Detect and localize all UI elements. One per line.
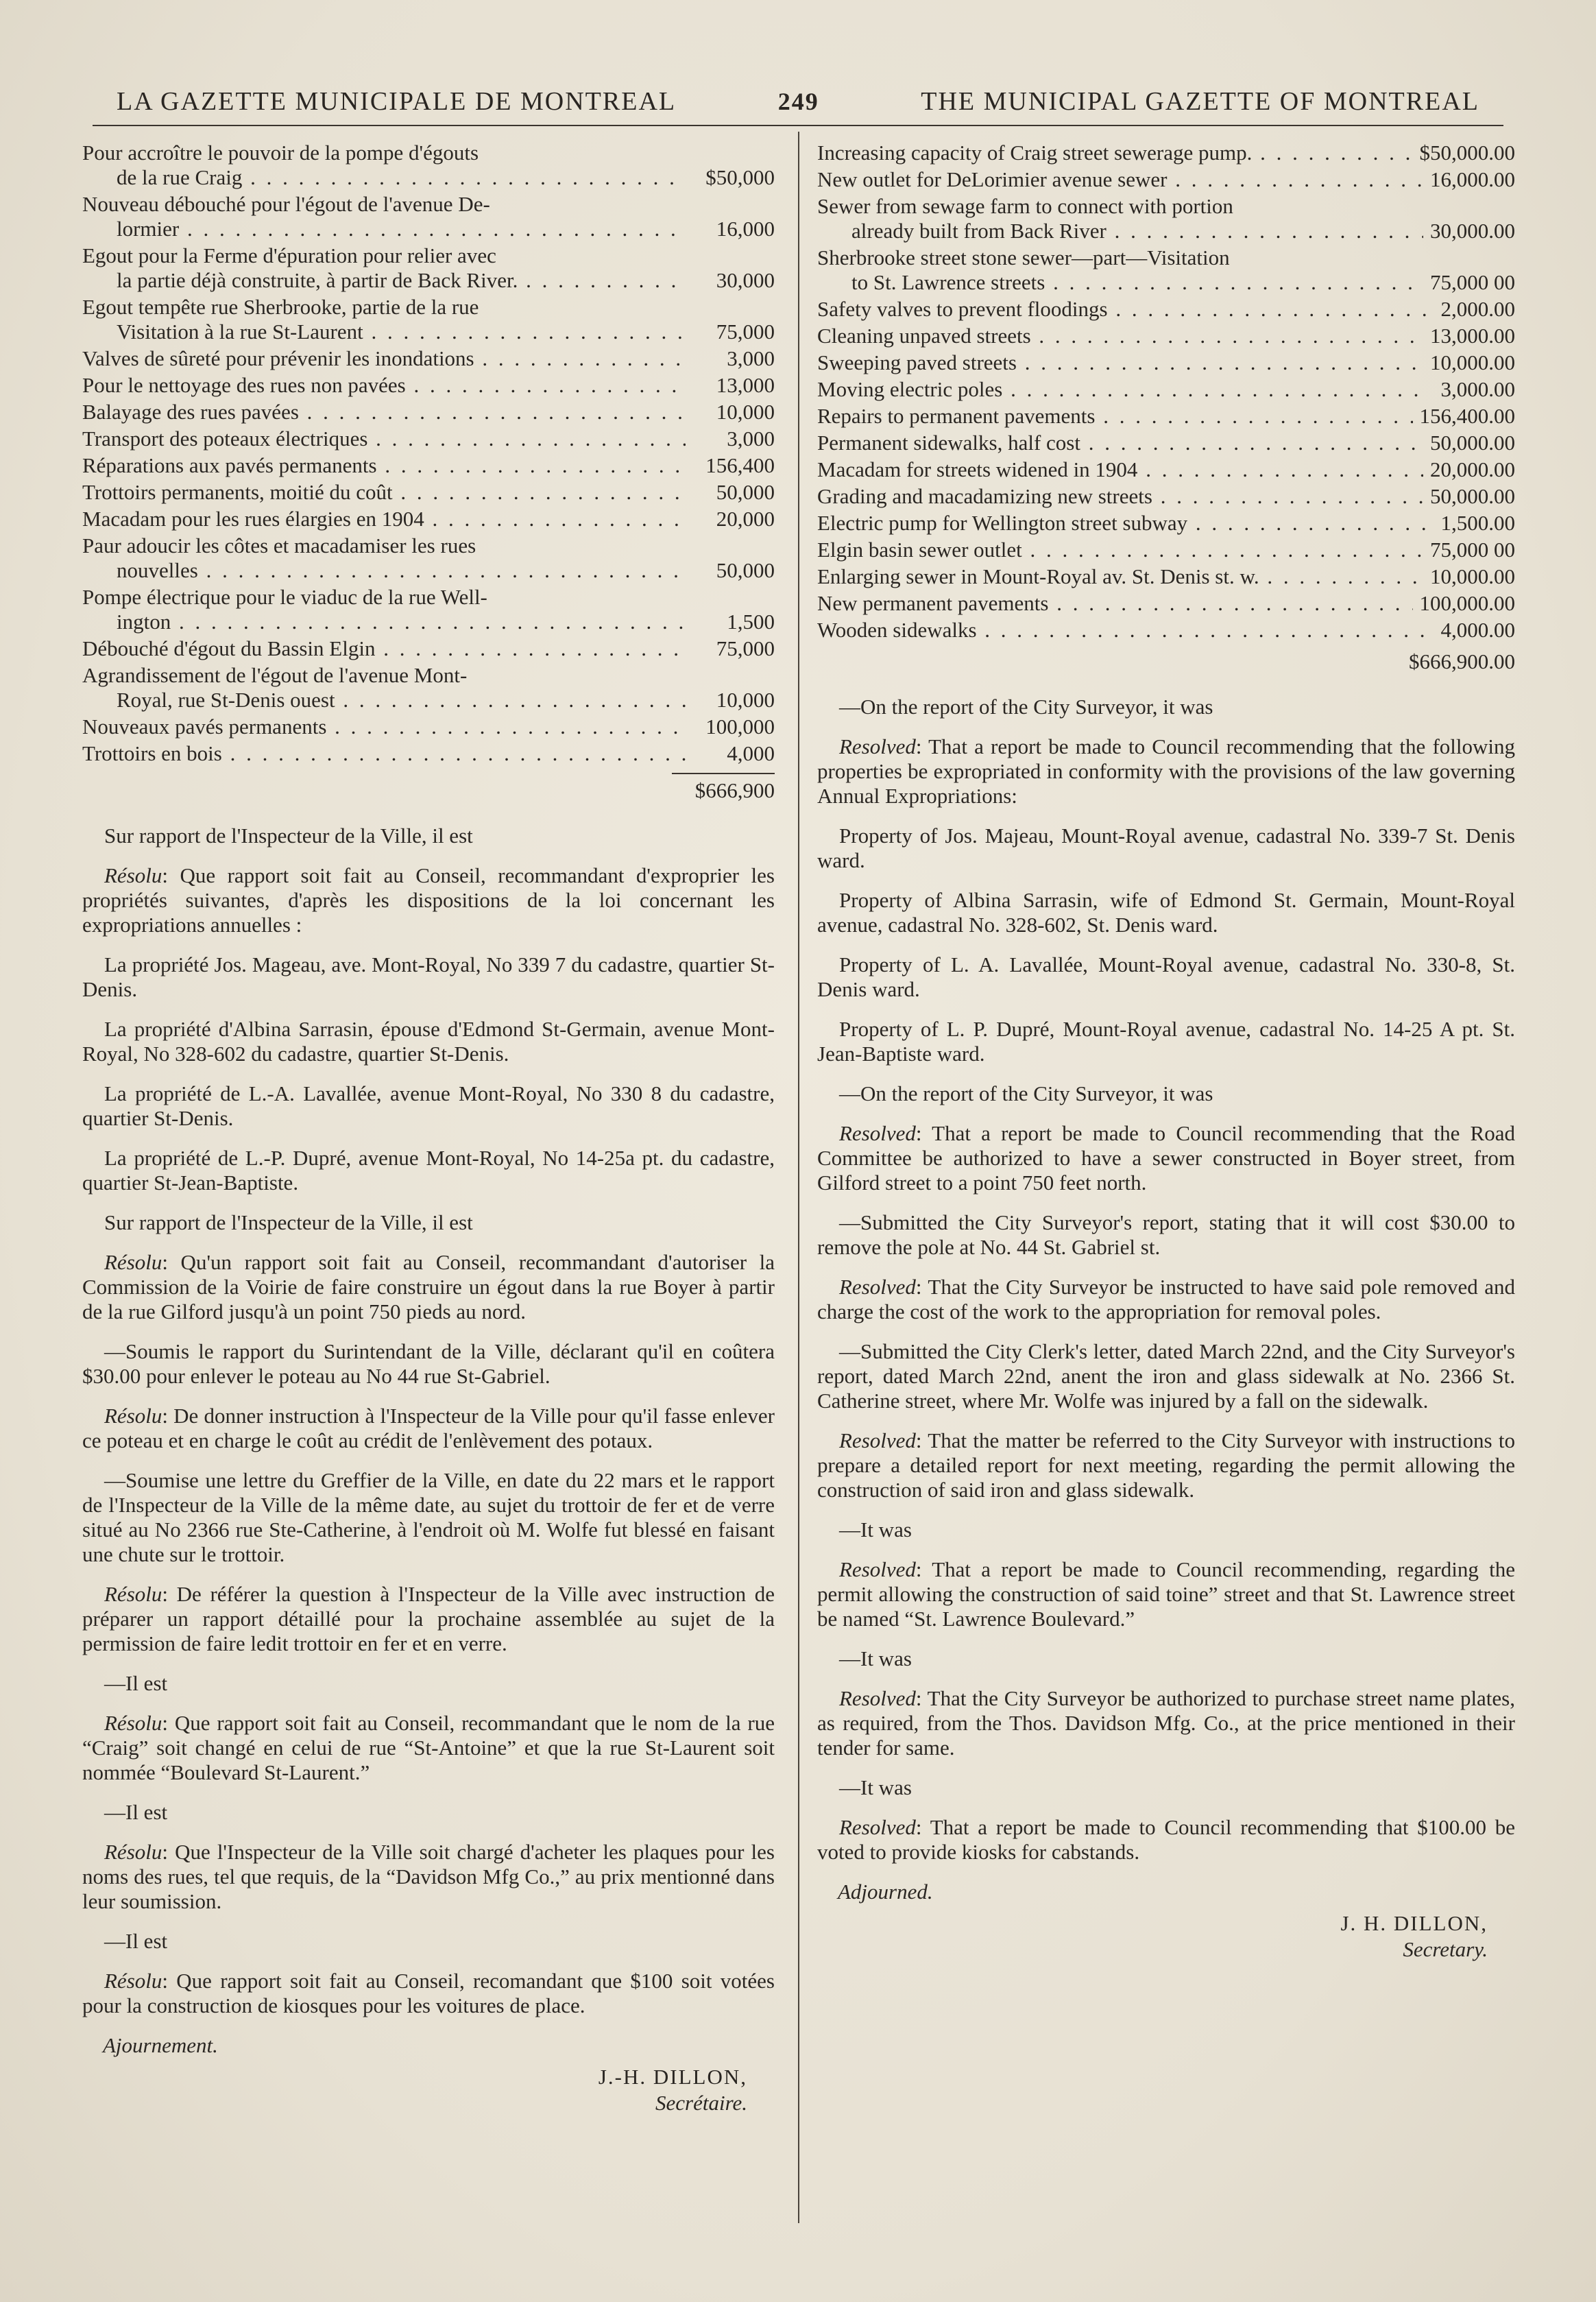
appropriation-item: [817, 511, 1515, 536]
item-label: Elgin basin sewer outlet . . .: [817, 538, 1423, 562]
appropriation-item: [817, 564, 1515, 589]
paragraph-text: : Que l'Inspecteur de la Ville soit chargé d'acheter les plaques pour les noms des rues, tel que requis, de la “Davidson Mfg Co.,” au prix mentionné dans leur soumission.: [82, 1840, 775, 1913]
paragraph: —Soumise une lettre du Greffier de la Ville, en date du 22 mars et le rapport de l'Inspecteur de la Ville de la même date, au sujet du trottoir de fer et de verre situé au No 2366 rue Ste-Catherine, à l'endroit où M. Wolfe fut blessé en faisant une chute sur le trottoir.: [82, 1468, 775, 1566]
paragraph-text: : De donner instruction à l'Inspecteur de la Ville pour qu'il fasse enlever ce poteau et en charge le coût au crédit de l'enlèvement des potaux.: [82, 1404, 775, 1452]
item-amount: 16,000.00: [1430, 167, 1515, 191]
item-amount: 156,400.00: [1419, 404, 1515, 428]
paragraph-text: : That the City Surveyor be authorized to purchase street name plates, as required, from the Thos. Davidson Mfg. Co., at the price mentioned in their tender for same.: [817, 1686, 1515, 1760]
item-amount: 75,000 00: [1430, 270, 1515, 294]
appropriation-item: [82, 715, 775, 739]
paragraph: [82, 1711, 775, 1785]
item-amount: 10,000: [716, 400, 775, 424]
appropriation-item: [82, 741, 775, 766]
item-label: Moving electric poles . . .: [817, 377, 1426, 402]
appropriation-item: [82, 507, 775, 531]
item-amount: 1,500: [727, 610, 775, 634]
paragraph: [817, 1686, 1515, 1760]
item-label: Electric pump for Wellington street subway . . .: [817, 511, 1426, 536]
item-label: Increasing capacity of Craig street sewerage pump. . . .: [817, 141, 1413, 165]
page-header: [117, 81, 1479, 122]
item-row: [817, 141, 1515, 165]
item-label: Sweeping paved streets . . .: [817, 350, 1423, 375]
item-row: [82, 715, 775, 739]
paragraph: [82, 1404, 775, 1453]
item-amount: 16,000: [716, 217, 775, 241]
appropriation-item: [82, 427, 775, 451]
item-row: [817, 219, 1515, 243]
item-label: nouvelles . . .: [117, 558, 686, 583]
paragraph: —It was: [839, 1518, 912, 1542]
item-row: [82, 373, 775, 398]
appropriation-item: [82, 585, 775, 634]
adjournment: Ajournement.: [103, 2033, 218, 2057]
paragraph-text: : That the City Surveyor be instructed to have said pole removed and charge the cost of the work to the appropriation for removal poles.: [817, 1275, 1515, 1323]
item-label: Balayage des rues pavées . . .: [82, 400, 686, 424]
resolution-label: Resolved: [839, 1557, 916, 1581]
paragraph: Property of Albina Sarrasin, wife of Edmond St. Germain, Mount-Royal avenue, cadastral No. 328-602, St. Denis ward.: [817, 888, 1515, 937]
item-amount: 50,000: [716, 558, 775, 582]
item-label: Trottoirs permanents, moitié du coût . . .: [82, 480, 686, 505]
item-label: lormier . . .: [117, 217, 686, 241]
item-amount: 75,000 00: [1430, 538, 1515, 562]
item-row: [817, 324, 1515, 348]
item-label: Nouveaux pavés permanents . . .: [82, 715, 686, 739]
item-label: de la rue Craig . . .: [117, 165, 686, 190]
column-divider: [798, 132, 799, 2223]
appropriation-item: [817, 591, 1515, 616]
signature-block: [82, 2065, 775, 2115]
page-number: 249: [777, 88, 819, 115]
item-label: Pour le nettoyage des rues non pavées . . .: [82, 373, 686, 398]
item-amount: 50,000.00: [1430, 431, 1515, 455]
item-amount: 4,000.00: [1440, 618, 1515, 642]
item-row: [82, 610, 775, 634]
item-amount: 20,000.00: [1430, 457, 1515, 481]
resolution-label: Résolu: [104, 1582, 162, 1606]
item-amount: 100,000.00: [1419, 591, 1515, 615]
item-row: [82, 453, 775, 478]
item-row: [817, 564, 1515, 589]
appropriation-item: [817, 404, 1515, 429]
item-label: Cleaning unpaved streets . . .: [817, 324, 1423, 348]
item-amount: 30,000.00: [1430, 219, 1515, 243]
item-label: Wooden sidewalks . . .: [817, 618, 1426, 643]
paragraph-text: : That the matter be referred to the City Surveyor with instructions to prepare a detailed report for next meeting, regarding the permit allowing the construction of said iron and glass sidewalk.: [817, 1428, 1515, 1502]
item-amount: 13,000.00: [1430, 324, 1515, 348]
paragraph: [82, 863, 775, 937]
item-amount: 50,000.00: [1430, 484, 1515, 508]
item-label-line: Pour accroître le pouvoir de la pompe d'égouts: [82, 141, 479, 165]
item-amount: 10,000.00: [1430, 350, 1515, 374]
paragraph: [817, 1815, 1515, 1865]
item-amount: 3,000: [727, 427, 775, 451]
item-row: [817, 618, 1515, 643]
paragraph: [817, 1557, 1515, 1631]
item-label: Valves de sûreté pour prévenir les inondations . . .: [82, 346, 686, 371]
item-amount: 156,400: [705, 453, 775, 477]
paragraph: Property of Jos. Majeau, Mount-Royal avenue, cadastral No. 339-7 St. Denis ward.: [817, 824, 1515, 872]
appropriation-item: [82, 400, 775, 424]
english-appropriation-list: [817, 141, 1515, 643]
item-row: [82, 268, 775, 293]
paragraph: —On the report of the City Surveyor, it was: [839, 1081, 1213, 1105]
item-row: [817, 167, 1515, 192]
resolution-label: Résolu: [104, 1711, 162, 1735]
paragraph: —It was: [839, 1775, 912, 1799]
item-row: [82, 507, 775, 531]
paragraph-text: : De référer la question à l'Inspecteur de la Ville avec instruction de préparer un rapport détaillé pour la prochaine assemblée au sujet de la permission de faire ledit trottoir en fer et en verre.: [82, 1582, 775, 1655]
header-rule: [93, 125, 1503, 126]
appropriation-item: [817, 431, 1515, 455]
item-row: [817, 591, 1515, 616]
item-label-line: Sewer from sewage farm to connect with portion: [817, 194, 1233, 218]
item-row: [817, 377, 1515, 402]
item-label: Débouché d'égout du Bassin Elgin . . .: [82, 636, 686, 661]
paragraph: —On the report of the City Surveyor, it was: [839, 695, 1213, 719]
item-row: [817, 297, 1515, 322]
item-label-line: Sherbrooke street stone sewer—part—Visitation: [817, 245, 1230, 269]
item-amount: 10,000: [716, 688, 775, 712]
appropriation-item: [82, 243, 775, 293]
paragraph-text: : That a report be made to Council recommending that the following properties be expropriated in conformity with the provisions of the law governing Annual Expropriations:: [817, 734, 1515, 808]
resolution-label: Résolu: [104, 1840, 162, 1864]
paragraph: [82, 1840, 775, 1914]
paragraph: [82, 1969, 775, 2018]
paragraph: [82, 1582, 775, 1656]
item-label: Macadam for streets widened in 1904 . . .: [817, 457, 1423, 482]
item-amount: 10,000.00: [1430, 564, 1515, 588]
signatory-name: J.-H. DILLON,: [598, 2065, 747, 2089]
item-row: [817, 457, 1515, 482]
paragraph: [817, 1121, 1515, 1195]
paragraph-text: : Qu'un rapport soit fait au Conseil, recommandant d'autoriser la Commission de la Voirie de faire construire un égout dans la rue Boyer à partir de la rue Gilford jusqu'à un point 750 pieds au nord.: [82, 1250, 775, 1323]
paragraph: La propriété d'Albina Sarrasin, épouse d'Edmond St-Germain, avenue Mont-Royal, No 328-602 du cadastre, quartier St-Denis.: [82, 1017, 775, 1066]
item-amount: 100,000: [705, 715, 775, 739]
item-amount: 3,000.00: [1440, 377, 1515, 401]
item-label: Trottoirs en bois . . .: [82, 741, 686, 766]
paragraph: La propriété de L.-A. Lavallée, avenue Mont-Royal, No 330 8 du cadastre, quartier St-Denis.: [82, 1081, 775, 1130]
item-amount: 50,000: [716, 480, 775, 504]
item-row: [817, 511, 1515, 536]
paragraph: Sur rapport de l'Inspecteur de la Ville, il est: [104, 1210, 473, 1234]
appropriation-item: [817, 618, 1515, 643]
paragraph: Property of L. A. Lavallée, Mount-Royal avenue, cadastral No. 330-8, St. Denis ward.: [817, 952, 1515, 1001]
item-row: [817, 404, 1515, 429]
resolution-label: Resolved: [839, 1121, 916, 1145]
resolution-label: Resolved: [839, 1815, 916, 1839]
item-row: [817, 431, 1515, 455]
item-row: [82, 741, 775, 766]
appropriation-item: [82, 346, 775, 371]
resolution-label: Resolved: [839, 734, 916, 758]
item-amount: 30,000: [716, 268, 775, 292]
appropriation-item: [817, 484, 1515, 509]
item-label: ington . . .: [117, 610, 686, 634]
signatory-title: Secretary.: [1403, 1937, 1488, 1961]
item-row: [82, 427, 775, 451]
item-label: Visitation à la rue St-Laurent . . .: [117, 320, 686, 344]
appropriation-item: [817, 377, 1515, 402]
paragraph-text: : That a report be made to Council recommending, regarding the permit allowing the construction of said toine” street and that St. Lawrence street be named “St. Lawrence Boulevard.”: [817, 1557, 1515, 1631]
paragraph: [817, 1428, 1515, 1502]
paragraph-text: : Que rapport soit fait au Conseil, recommandant d'exproprier les propriétés suivantes, d'après les dispositions de la loi concernant les expropriations annuelles :: [82, 863, 775, 937]
resolution-label: Resolved: [839, 1428, 916, 1452]
paragraph: La propriété de L.-P. Dupré, avenue Mont-Royal, No 14-25a pt. du cadastre, quartier St-Jean-Baptiste.: [82, 1146, 775, 1195]
paragraph: Property of L. P. Dupré, Mount-Royal avenue, cadastral No. 14-25 A pt. St. Jean-Baptiste ward.: [817, 1017, 1515, 1066]
item-row: [82, 480, 775, 505]
appropriation-item: [817, 324, 1515, 348]
appropriation-item: [82, 663, 775, 712]
paragraph: —Submitted the City Clerk's letter, dated March 22nd, and the City Surveyor's report, dated March 22nd, anent the iron and glass sidewalk at No. 2366 St. Catherine street, where Mr. Wolfe was injured by a fall on the sidewalk.: [817, 1339, 1515, 1413]
item-label: Safety valves to prevent floodings . . .: [817, 297, 1426, 322]
item-amount: 75,000: [716, 320, 775, 344]
adjournment: Adjourned.: [838, 1880, 933, 1904]
appropriation-item: [817, 194, 1515, 243]
item-row: [82, 320, 775, 344]
item-row: [82, 400, 775, 424]
item-row: [817, 270, 1515, 295]
paragraph-text: : Que rapport soit fait au Conseil, recommandant que le nom de la rue “Craig” soit changé en celui de rue “St-Antoine” et que la rue St-Laurent soit nommée “Boulevard St-Laurent.”: [82, 1711, 775, 1784]
item-label: Macadam pour les rues élargies en 1904 . . .: [82, 507, 686, 531]
paragraph-text: : That a report be made to Council recommending that $100.00 be voted to provide kiosks for cabstands.: [817, 1815, 1515, 1864]
paragraph: —Il est: [104, 1800, 168, 1824]
resolution-label: Resolved: [839, 1686, 916, 1710]
paragraph: [817, 1275, 1515, 1324]
paragraph-text: : That a report be made to Council recommending that the Road Committee be authorized to have a sewer constructed in Boyer street, from Gilford street to a point 750 feet north.: [817, 1121, 1515, 1195]
paragraph-text: : Que rapport soit fait au Conseil, recomandant que $100 soit votées pour la construction de kiosques pour les voitures de place.: [82, 1969, 775, 2017]
item-label: to St. Lawrence streets . . .: [851, 270, 1423, 295]
item-row: [82, 636, 775, 661]
appropriation-item: [817, 538, 1515, 562]
paragraph: —Il est: [104, 1671, 168, 1695]
paragraph: [82, 1250, 775, 1324]
paragraph: —Submitted the City Surveyor's report, stating that it will cost $30.00 to remove the pole at No. 44 St. Gabriel st.: [817, 1210, 1515, 1259]
item-amount: $50,000.00: [1419, 141, 1515, 165]
header-english-title: THE MUNICIPAL GAZETTE OF MONTREAL: [921, 87, 1479, 116]
resolution-label: Résolu: [104, 1969, 162, 1993]
appropriation-item: [817, 297, 1515, 322]
appropriation-item: [82, 141, 775, 190]
paragraph: —It was: [839, 1646, 912, 1670]
signatory-name: J. H. DILLON,: [1340, 1911, 1488, 1935]
item-label: Réparations aux pavés permanents . . .: [82, 453, 686, 478]
item-amount: 3,000: [727, 346, 775, 370]
item-label: Royal, rue St-Denis ouest . . .: [117, 688, 686, 712]
french-total: $666,900: [694, 778, 775, 802]
paragraph: —Il est: [104, 1929, 168, 1953]
paragraph: —Soumis le rapport du Surintendant de la Ville, déclarant qu'il en coûtera $30.00 pour enlever le poteau au No 44 rue St-Gabriel.: [82, 1339, 775, 1388]
item-row: [82, 688, 775, 712]
item-amount: 2,000.00: [1440, 297, 1515, 321]
item-row: [82, 217, 775, 241]
appropriation-item: [82, 480, 775, 505]
appropriation-item: [82, 373, 775, 398]
appropriation-item: [817, 245, 1515, 295]
french-total-rule: [672, 773, 775, 774]
item-amount: 20,000: [716, 507, 775, 531]
appropriation-item: [817, 141, 1515, 165]
french-appropriation-list: [82, 141, 775, 766]
paragraph: La propriété Jos. Mageau, ave. Mont-Royal, No 339 7 du cadastre, quartier St-Denis.: [82, 952, 775, 1001]
signatory-title: Secrétaire.: [655, 2091, 747, 2115]
item-label: Repairs to permanent pavements . . .: [817, 404, 1413, 429]
resolution-label: Résolu: [104, 863, 162, 887]
appropriation-item: [82, 533, 775, 583]
item-row: [817, 350, 1515, 375]
item-label: la partie déjà construite, à partir de Back River. . . .: [117, 268, 686, 293]
appropriation-item: [817, 457, 1515, 482]
item-row: [817, 484, 1515, 509]
appropriation-item: [817, 167, 1515, 192]
item-row: [82, 165, 775, 190]
english-total: $666,900.00: [1409, 649, 1515, 673]
item-row: [82, 346, 775, 371]
item-label-line: Paur adoucir les côtes et macadamiser les rues: [82, 533, 476, 557]
item-amount: $50,000: [705, 165, 775, 189]
item-label-line: Egout pour la Ferme d'épuration pour relier avec: [82, 243, 496, 267]
header-french-title: LA GAZETTE MUNICIPALE DE MONTREAL: [117, 87, 677, 116]
item-label: Permanent sidewalks, half cost . . .: [817, 431, 1423, 455]
item-label: New permanent pavements . . .: [817, 591, 1413, 616]
appropriation-item: [82, 636, 775, 661]
signature-block: [817, 1911, 1515, 1962]
item-label-line: Nouveau débouché pour l'égout de l'avenue De-: [82, 192, 490, 216]
item-label: Enlarging sewer in Mount-Royal av. St. Denis st. w. . . .: [817, 564, 1423, 589]
item-label: New outlet for DeLorimier avenue sewer . . .: [817, 167, 1423, 192]
french-column: [82, 141, 775, 2115]
appropriation-item: [817, 350, 1515, 375]
item-label-line: Agrandissement de l'égout de l'avenue Mont-: [82, 663, 468, 687]
item-label: Transport des poteaux électriques . . .: [82, 427, 686, 451]
item-amount: 13,000: [716, 373, 775, 397]
item-label: already built from Back River . . .: [851, 219, 1423, 243]
paragraph: [817, 734, 1515, 808]
item-row: [82, 558, 775, 583]
item-label-line: Egout tempête rue Sherbrooke, partie de la rue: [82, 295, 479, 319]
item-label-line: Pompe électrique pour le viaduc de la rue Well-: [82, 585, 487, 609]
item-amount: 75,000: [716, 636, 775, 660]
appropriation-item: [82, 295, 775, 344]
appropriation-item: [82, 192, 775, 241]
item-label: Grading and macadamizing new streets . . .: [817, 484, 1423, 509]
appropriation-item: [82, 453, 775, 478]
paragraph: Sur rapport de l'Inspecteur de la Ville, il est: [104, 824, 473, 848]
item-row: [817, 538, 1515, 562]
resolution-label: Résolu: [104, 1250, 162, 1274]
item-amount: 1,500.00: [1440, 511, 1515, 535]
item-amount: 4,000: [727, 741, 775, 765]
english-column: [817, 141, 1515, 1962]
resolution-label: Resolved: [839, 1275, 916, 1299]
resolution-label: Résolu: [104, 1404, 162, 1428]
